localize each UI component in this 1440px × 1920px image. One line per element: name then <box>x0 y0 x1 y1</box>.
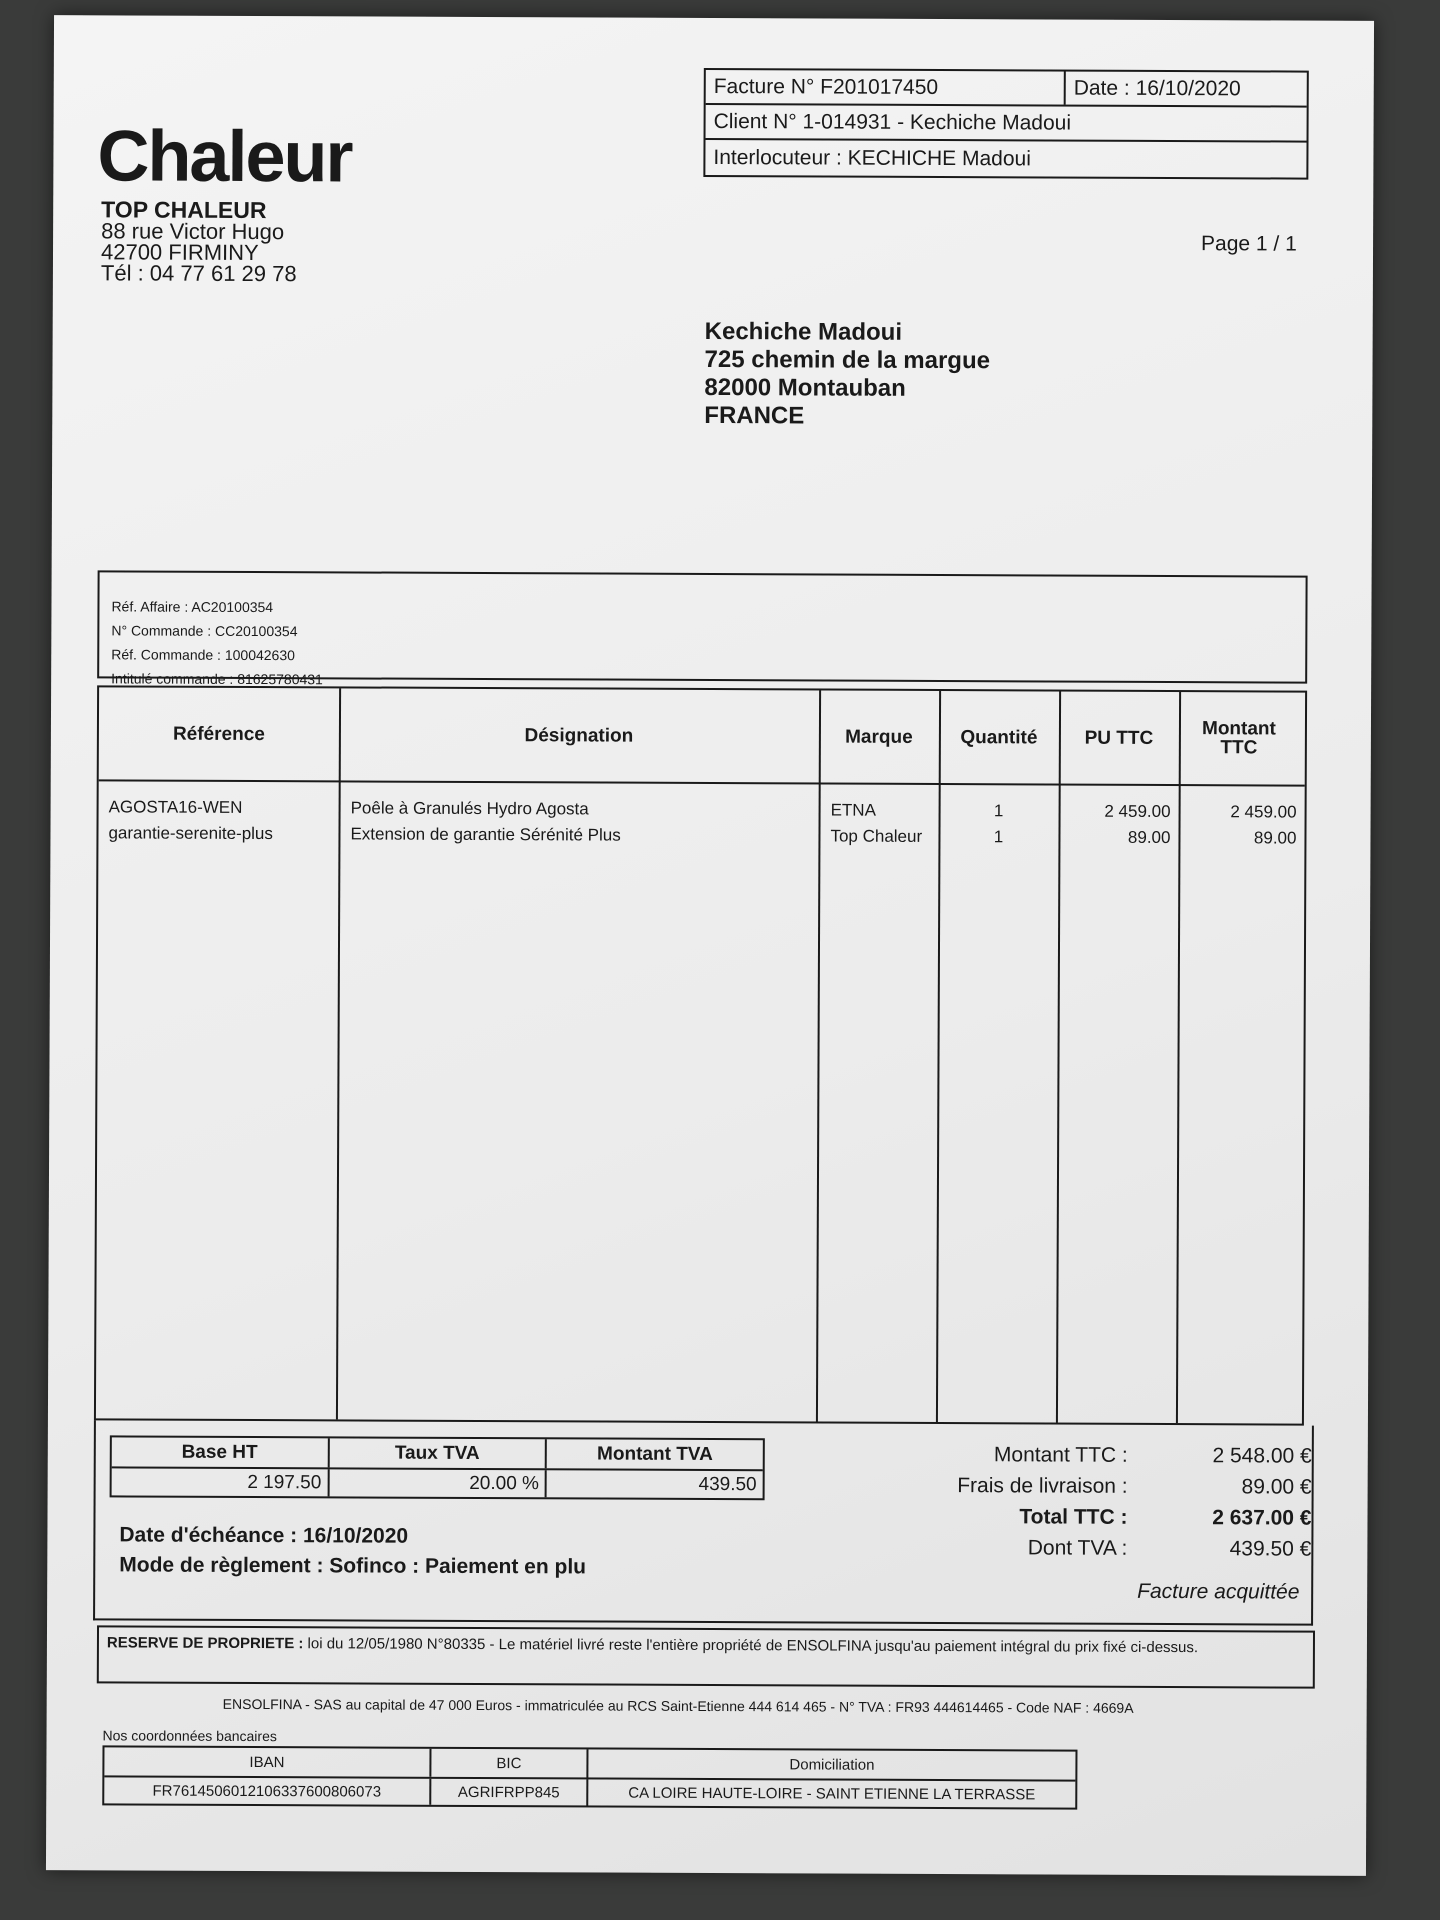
total-row-total <box>927 1501 1311 1534</box>
bank-value-row <box>104 1775 1075 1807</box>
frais-value: 89.00 € <box>1241 1475 1312 1499</box>
cell-montant-ttc: 2 459.00 <box>1230 802 1297 822</box>
vat-amount-header: Montant TVA <box>545 1439 763 1469</box>
ownership-reserve <box>97 1625 1315 1688</box>
invoice-date: Date : 16/10/2020 <box>1064 72 1307 106</box>
reserve-text: loi du 12/05/1980 N°80335 - Le matériel livré reste l'entière propriété de ENSOLFINA jusqu'au paiement intégral du prix fixé ci-dessus. <box>303 1635 1199 1657</box>
th-pu-ttc: PU TTC <box>1084 727 1154 749</box>
total-ttc-value: 2 637.00 € <box>1212 1506 1312 1530</box>
client-row <box>706 105 1307 143</box>
bank-header-row <box>104 1747 1075 1779</box>
bank-title: Nos coordonnées bancaires <box>102 1727 277 1745</box>
total-row-montant <box>928 1439 1312 1472</box>
company-city: 42700 FIRMINY <box>100 239 259 266</box>
recipient-city: 82000 Montauban <box>704 373 906 402</box>
cell-marque: ETNA <box>830 800 876 820</box>
th-montant-ttc <box>1179 692 1299 785</box>
items-table <box>94 685 1307 1425</box>
bank-table <box>102 1745 1077 1809</box>
vat-base-value: 2 197.50 <box>247 1471 322 1493</box>
total-row-tva <box>927 1532 1311 1565</box>
vat-rate-header: Taux TVA <box>327 1438 545 1468</box>
col-divider <box>336 688 341 1419</box>
vat-header-row <box>112 1437 763 1469</box>
cell-montant-ttc: 89.00 <box>1253 828 1297 848</box>
cell-reference: AGOSTA16-WEN <box>108 797 243 817</box>
ref-commande-number: N° Commande : CC20100354 <box>111 622 298 640</box>
th-marque: Marque <box>845 726 913 748</box>
totals-block <box>927 1439 1312 1565</box>
frais-label: Frais de livraison : <box>957 1474 1128 1498</box>
total-row-frais <box>928 1470 1312 1503</box>
bic-value: AGRIFRPP845 <box>429 1779 586 1806</box>
vat-base-header: Base HT <box>181 1441 258 1463</box>
col-divider <box>816 690 821 1421</box>
dont-tva-label: Dont TVA : <box>1027 1536 1128 1560</box>
company-name: TOP CHALEUR <box>101 196 267 224</box>
invoice-header-box <box>703 68 1308 180</box>
ref-affaire: Réf. Affaire : AC20100354 <box>111 598 274 616</box>
dont-tva-value: 439.50 € <box>1229 1537 1312 1561</box>
invoice-number: Facture N° F201017450 <box>713 74 939 99</box>
th-designation: Désignation <box>524 724 634 747</box>
cell-pu-ttc: 89.00 <box>1127 827 1171 848</box>
recipient-name: Kechiche Madoui <box>704 317 903 346</box>
reserve-title: RESERVE DE PROPRIETE : <box>106 1634 304 1653</box>
bic-header: BIC <box>429 1749 586 1778</box>
recipient-street: 725 chemin de la margue <box>704 345 991 375</box>
th-reference: Référence <box>172 723 265 745</box>
total-ttc-label: Total TTC : <box>1019 1505 1128 1529</box>
client-number: Client N° 1-014931 - Kechiche Madoui <box>713 109 1072 135</box>
recipient-address <box>704 318 990 431</box>
payment-mode: Mode de règlement : Sofinco : Paiement en plu <box>119 1553 587 1579</box>
th-quantite: Quantité <box>960 726 1038 748</box>
th-ttc-label: TTC <box>1220 737 1258 759</box>
iban-header: IBAN <box>249 1753 285 1771</box>
cell-quantite: 1 <box>993 827 1004 847</box>
cell-designation: Poêle à Granulés Hydro Agosta <box>350 798 589 819</box>
iban-value: FR7614506012106337600806073 <box>152 1782 382 1801</box>
vat-rate-value: 20.00 % <box>327 1469 545 1497</box>
montant-ttc-label: Montant TTC : <box>993 1443 1128 1467</box>
company-phone: Tél : 04 77 61 29 78 <box>100 260 297 287</box>
vat-value-row <box>112 1466 763 1498</box>
company-address <box>100 196 297 287</box>
ref-commande: Réf. Commande : 100042630 <box>111 646 295 664</box>
contact-name: Interlocuteur : KECHICHE Madoui <box>713 145 1031 170</box>
invoice-number-row <box>706 70 1307 108</box>
page-number: Page 1 / 1 <box>1201 232 1297 256</box>
cell-quantite: 1 <box>993 801 1004 821</box>
montant-ttc-value: 2 548.00 € <box>1212 1444 1312 1468</box>
cell-designation: Extension de garantie Sérénité Plus <box>350 824 621 845</box>
invoice-paper <box>46 15 1374 1876</box>
ref-intitule: Intitulé commande : 81625780431 <box>111 670 323 688</box>
recipient-country: FRANCE <box>704 401 805 430</box>
cell-marque: Top Chaleur <box>830 826 923 846</box>
company-street: 88 rue Victor Hugo <box>101 218 285 245</box>
due-date: Date d'échéance : 16/10/2020 <box>119 1523 409 1548</box>
legal-mentions: ENSOLFINA - SAS au capital de 47 000 Euros - immatriculée au RCS Saint-Etienne 444 614 465 - N° TVA : FR93 444614465 - Code NAF : 4669A <box>222 1695 1134 1716</box>
domiciliation-header: Domiciliation <box>586 1749 1075 1779</box>
contact-row <box>705 140 1306 178</box>
company-logo: Chaleur <box>97 116 352 198</box>
cell-pu-ttc: 2 459.00 <box>1104 801 1171 822</box>
payment-info <box>119 1520 586 1582</box>
th-montant-label: Montant <box>1201 718 1276 740</box>
paid-status: Facture acquittée <box>1137 1579 1300 1604</box>
cell-reference: garantie-serenite-plus <box>108 823 273 844</box>
vat-table <box>110 1435 765 1500</box>
domiciliation-value: CA LOIRE HAUTE-LOIRE - SAINT ETIENNE LA TERRASSE <box>586 1779 1075 1807</box>
vat-amount-value: 439.50 <box>545 1470 763 1498</box>
order-references <box>97 570 1307 688</box>
